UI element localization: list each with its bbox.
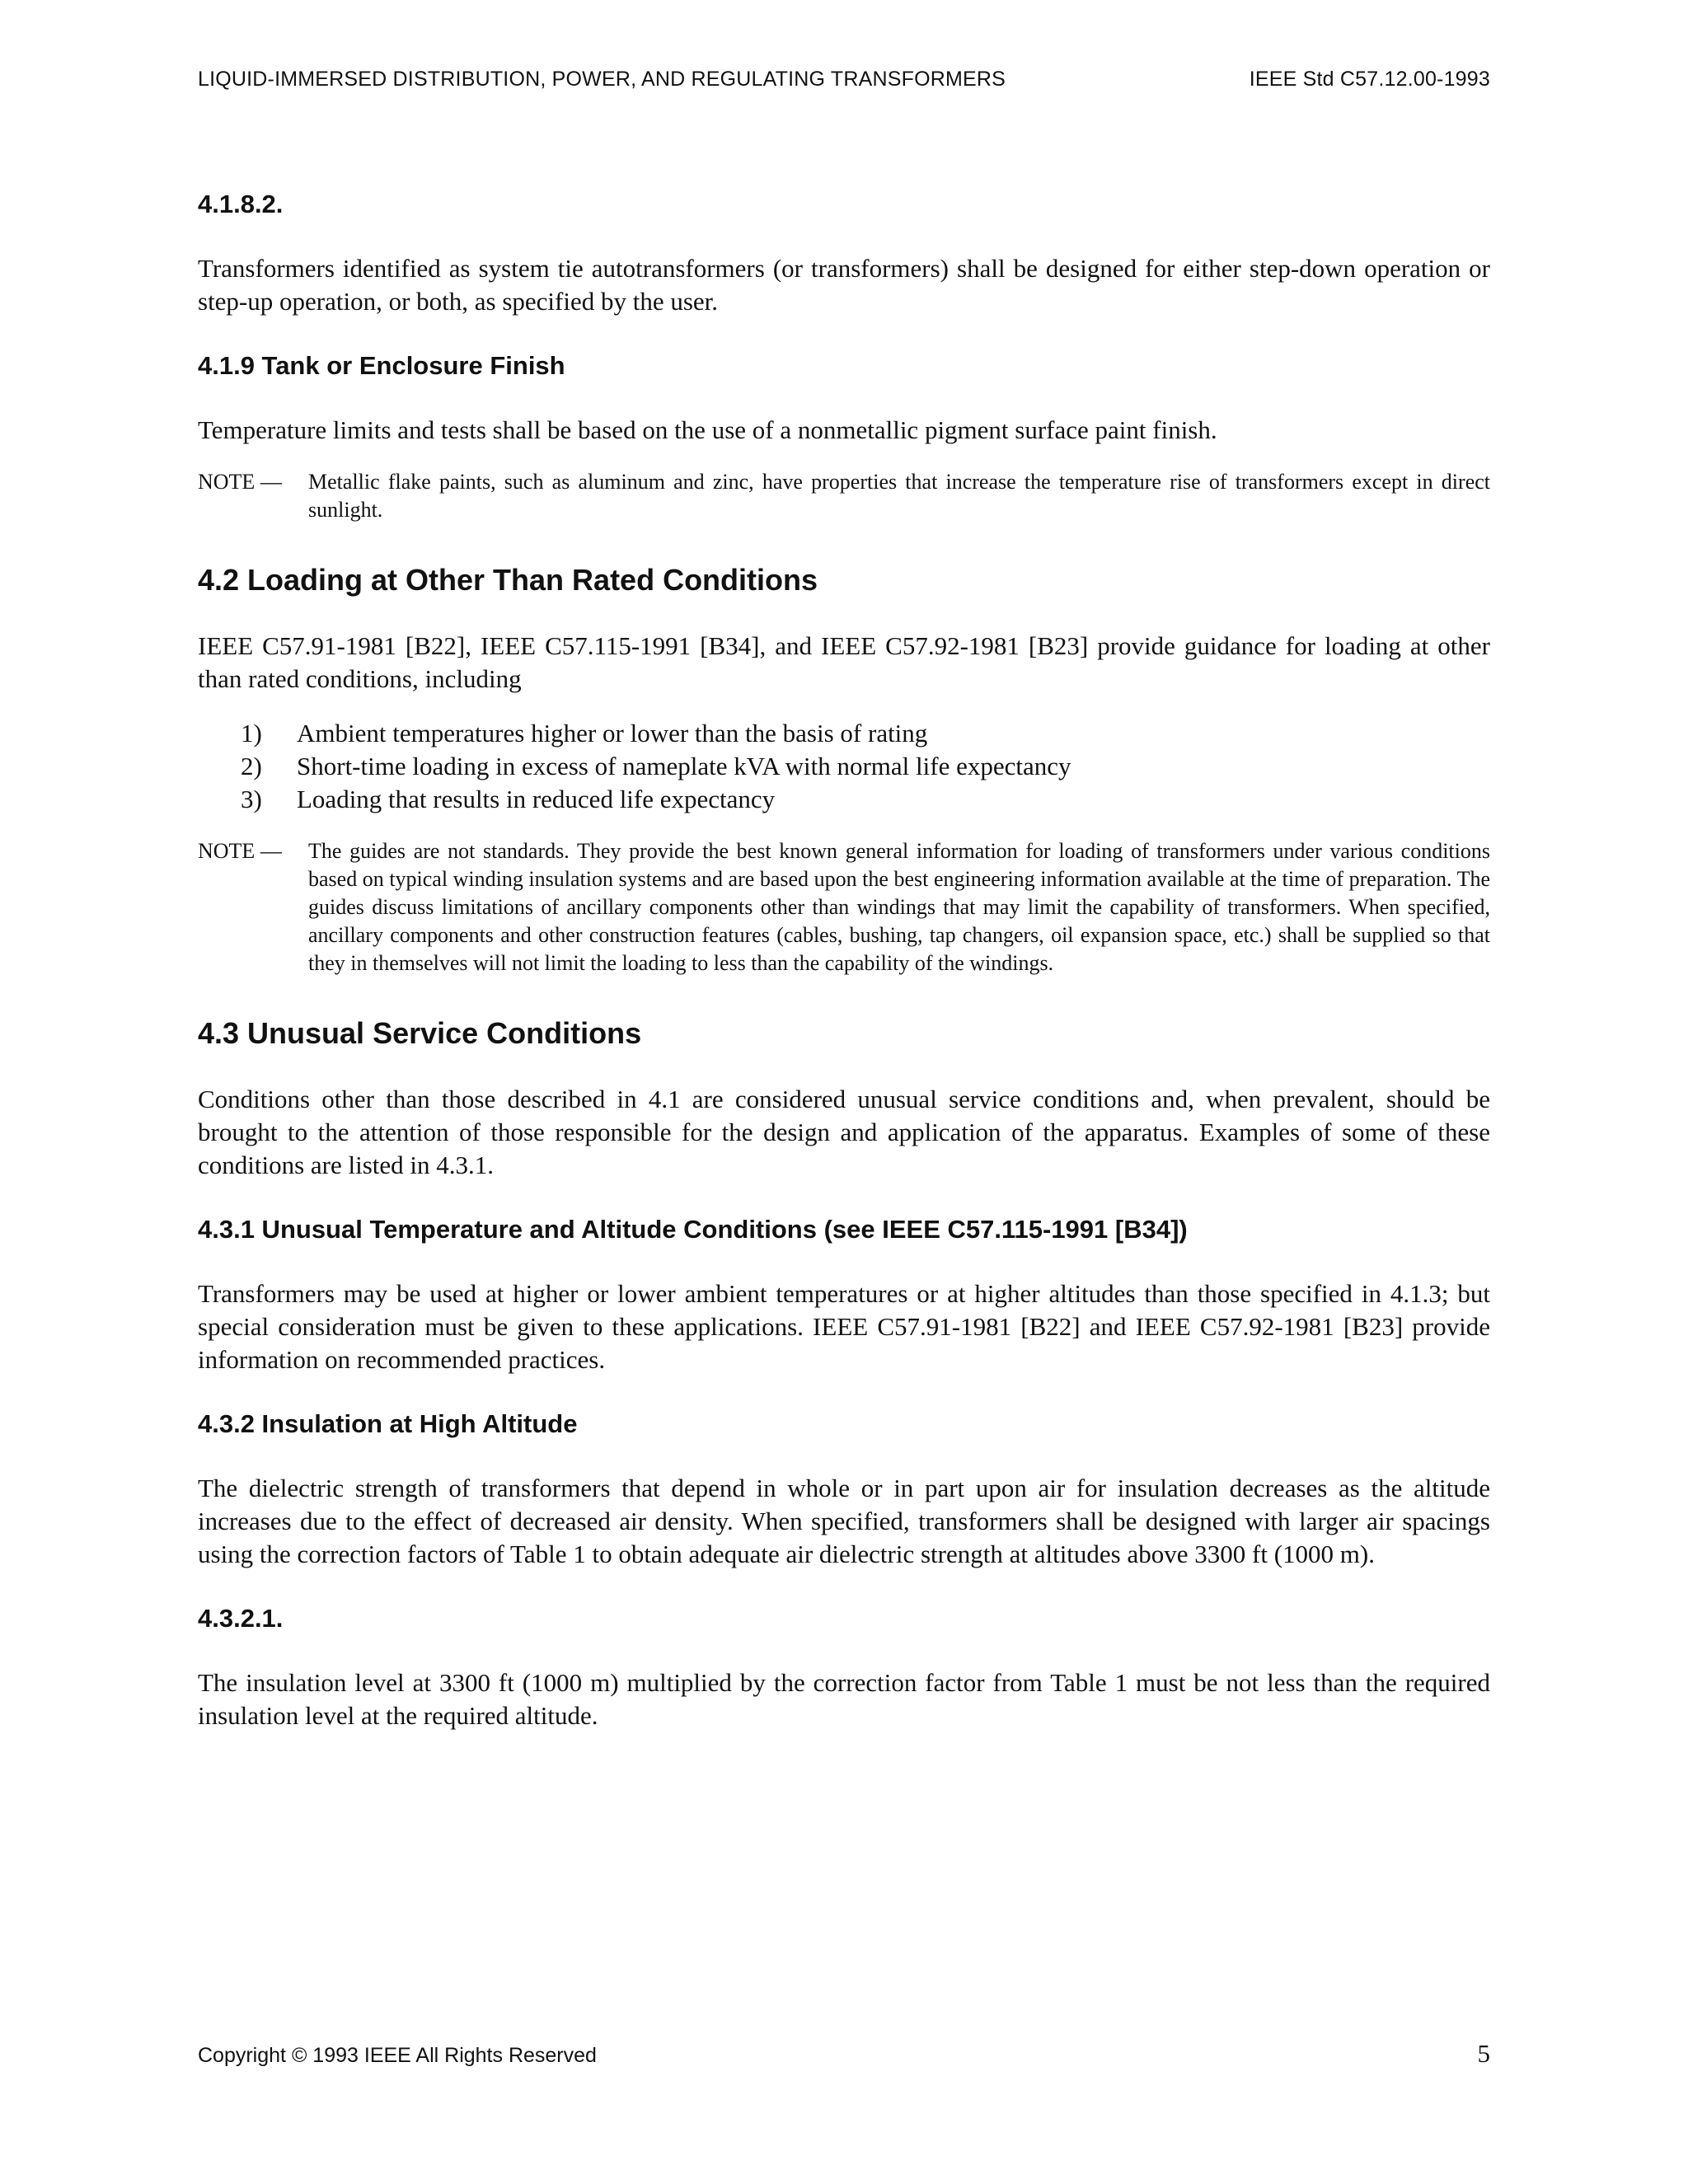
heading-4-3-2-1: 4.3.2.1. xyxy=(198,1604,284,1633)
header-standard-number: IEEE Std C57.12.00-1993 xyxy=(1249,68,1490,91)
list-item xyxy=(198,717,1490,750)
heading-4-1-8-2: 4.1.8.2. xyxy=(198,190,284,218)
note-text: The guides are not standards. They provide the best known general information for loading of transformers under various conditions based on typical winding insulation systems and are based upon the best engineering information available at the time of preparation. The guides discuss limitations of ancillary components other than windings that may limit the capability of transformers. When specified, ancillary components and other construction features (cables, bushing, tap changers, oil expansion space, etc.) shall be supplied so that they in themselves will not limit the loading to less than the capability of the windings. xyxy=(308,839,1490,975)
page-number: 5 xyxy=(1477,2039,1490,2068)
running-header xyxy=(198,68,1490,91)
note-4-1-9 xyxy=(198,468,1490,524)
list-item-text: Loading that results in reduced life expectancy xyxy=(297,785,776,813)
list-item-text: Short-time loading in excess of nameplate kVA with normal life expectancy xyxy=(297,752,1071,780)
list-item-number: 1) xyxy=(241,719,262,748)
page-content xyxy=(198,188,1490,1732)
header-title: LIQUID-IMMERSED DISTRIBUTION, POWER, AND REGULATING TRANSFORMERS xyxy=(198,68,1006,91)
heading-4-3-2: 4.3.2 Insulation at High Altitude xyxy=(198,1409,578,1438)
paragraph-4-3-1: Transformers may be used at higher or lower ambient temperatures or at higher altitudes than those specified in 4.1.3; but special consideration must be given to these applications. IEEE C57.91-1981 [B22] and IEEE C57.92-1981 [B23] provide information on recommended practices. xyxy=(198,1279,1490,1374)
document-page xyxy=(198,0,1490,2184)
paragraph-4-3-2: The dielectric strength of transformers that depend in whole or in part upon air for insulation decreases as the altitude increases due to the effect of decreased air density. When specified, transformers shall be designed with larger air spacings using the correction factors of Table 1 to obtain adequate air dielectric strength at altitudes above 3300 ft (1000 m). xyxy=(198,1474,1490,1568)
page-footer xyxy=(198,2039,1490,2069)
note-4-2 xyxy=(198,837,1490,977)
heading-4-1-9: 4.1.9 Tank or Enclosure Finish xyxy=(198,351,565,380)
paragraph-4-2: IEEE C57.91-1981 [B22], IEEE C57.115-1991 [B34], and IEEE C57.92-1981 [B23] provide guidance for loading at other than rated conditions, including xyxy=(198,631,1490,693)
list-item-number: 2) xyxy=(241,752,262,780)
list-item-number: 3) xyxy=(241,785,262,813)
heading-4-3: 4.3 Unusual Service Conditions xyxy=(198,1016,642,1050)
note-label: NOTE — xyxy=(198,839,282,863)
paragraph-4-1-9: Temperature limits and tests shall be based on the use of a nonmetallic pigment surface paint finish. xyxy=(198,415,1217,444)
copyright-notice: Copyright © 1993 IEEE All Rights Reserved xyxy=(198,2044,597,2067)
paragraph-4-1-8-2: Transformers identified as system tie autotransformers (or transformers) shall be designed for either step-down operation or step-up operation, or both, as specified by the user. xyxy=(198,254,1490,316)
paragraph-4-3: Conditions other than those described in 4.1 are considered unusual service conditions and, when prevalent, should be brought to the attention of those responsible for the design and application of the apparatus. Examples of some of these conditions are listed in 4.3.1. xyxy=(198,1085,1490,1179)
list-item-text: Ambient temperatures higher or lower than the basis of rating xyxy=(297,719,928,748)
list-item xyxy=(198,750,1490,783)
list-item xyxy=(198,783,1490,816)
loading-conditions-list xyxy=(198,717,1490,816)
note-text: Metallic flake paints, such as aluminum and zinc, have properties that increase the temperature rise of transformers except in direct sunlight. xyxy=(308,470,1490,522)
note-label: NOTE — xyxy=(198,470,282,494)
heading-4-2: 4.2 Loading at Other Than Rated Conditions xyxy=(198,563,818,597)
paragraph-4-3-2-1: The insulation level at 3300 ft (1000 m) multiplied by the correction factor from Table 1 must be not less than the required insulation level at the required altitude. xyxy=(198,1668,1490,1730)
heading-4-3-1: 4.3.1 Unusual Temperature and Altitude Conditions (see IEEE C57.115-1991 [B34]) xyxy=(198,1215,1188,1244)
